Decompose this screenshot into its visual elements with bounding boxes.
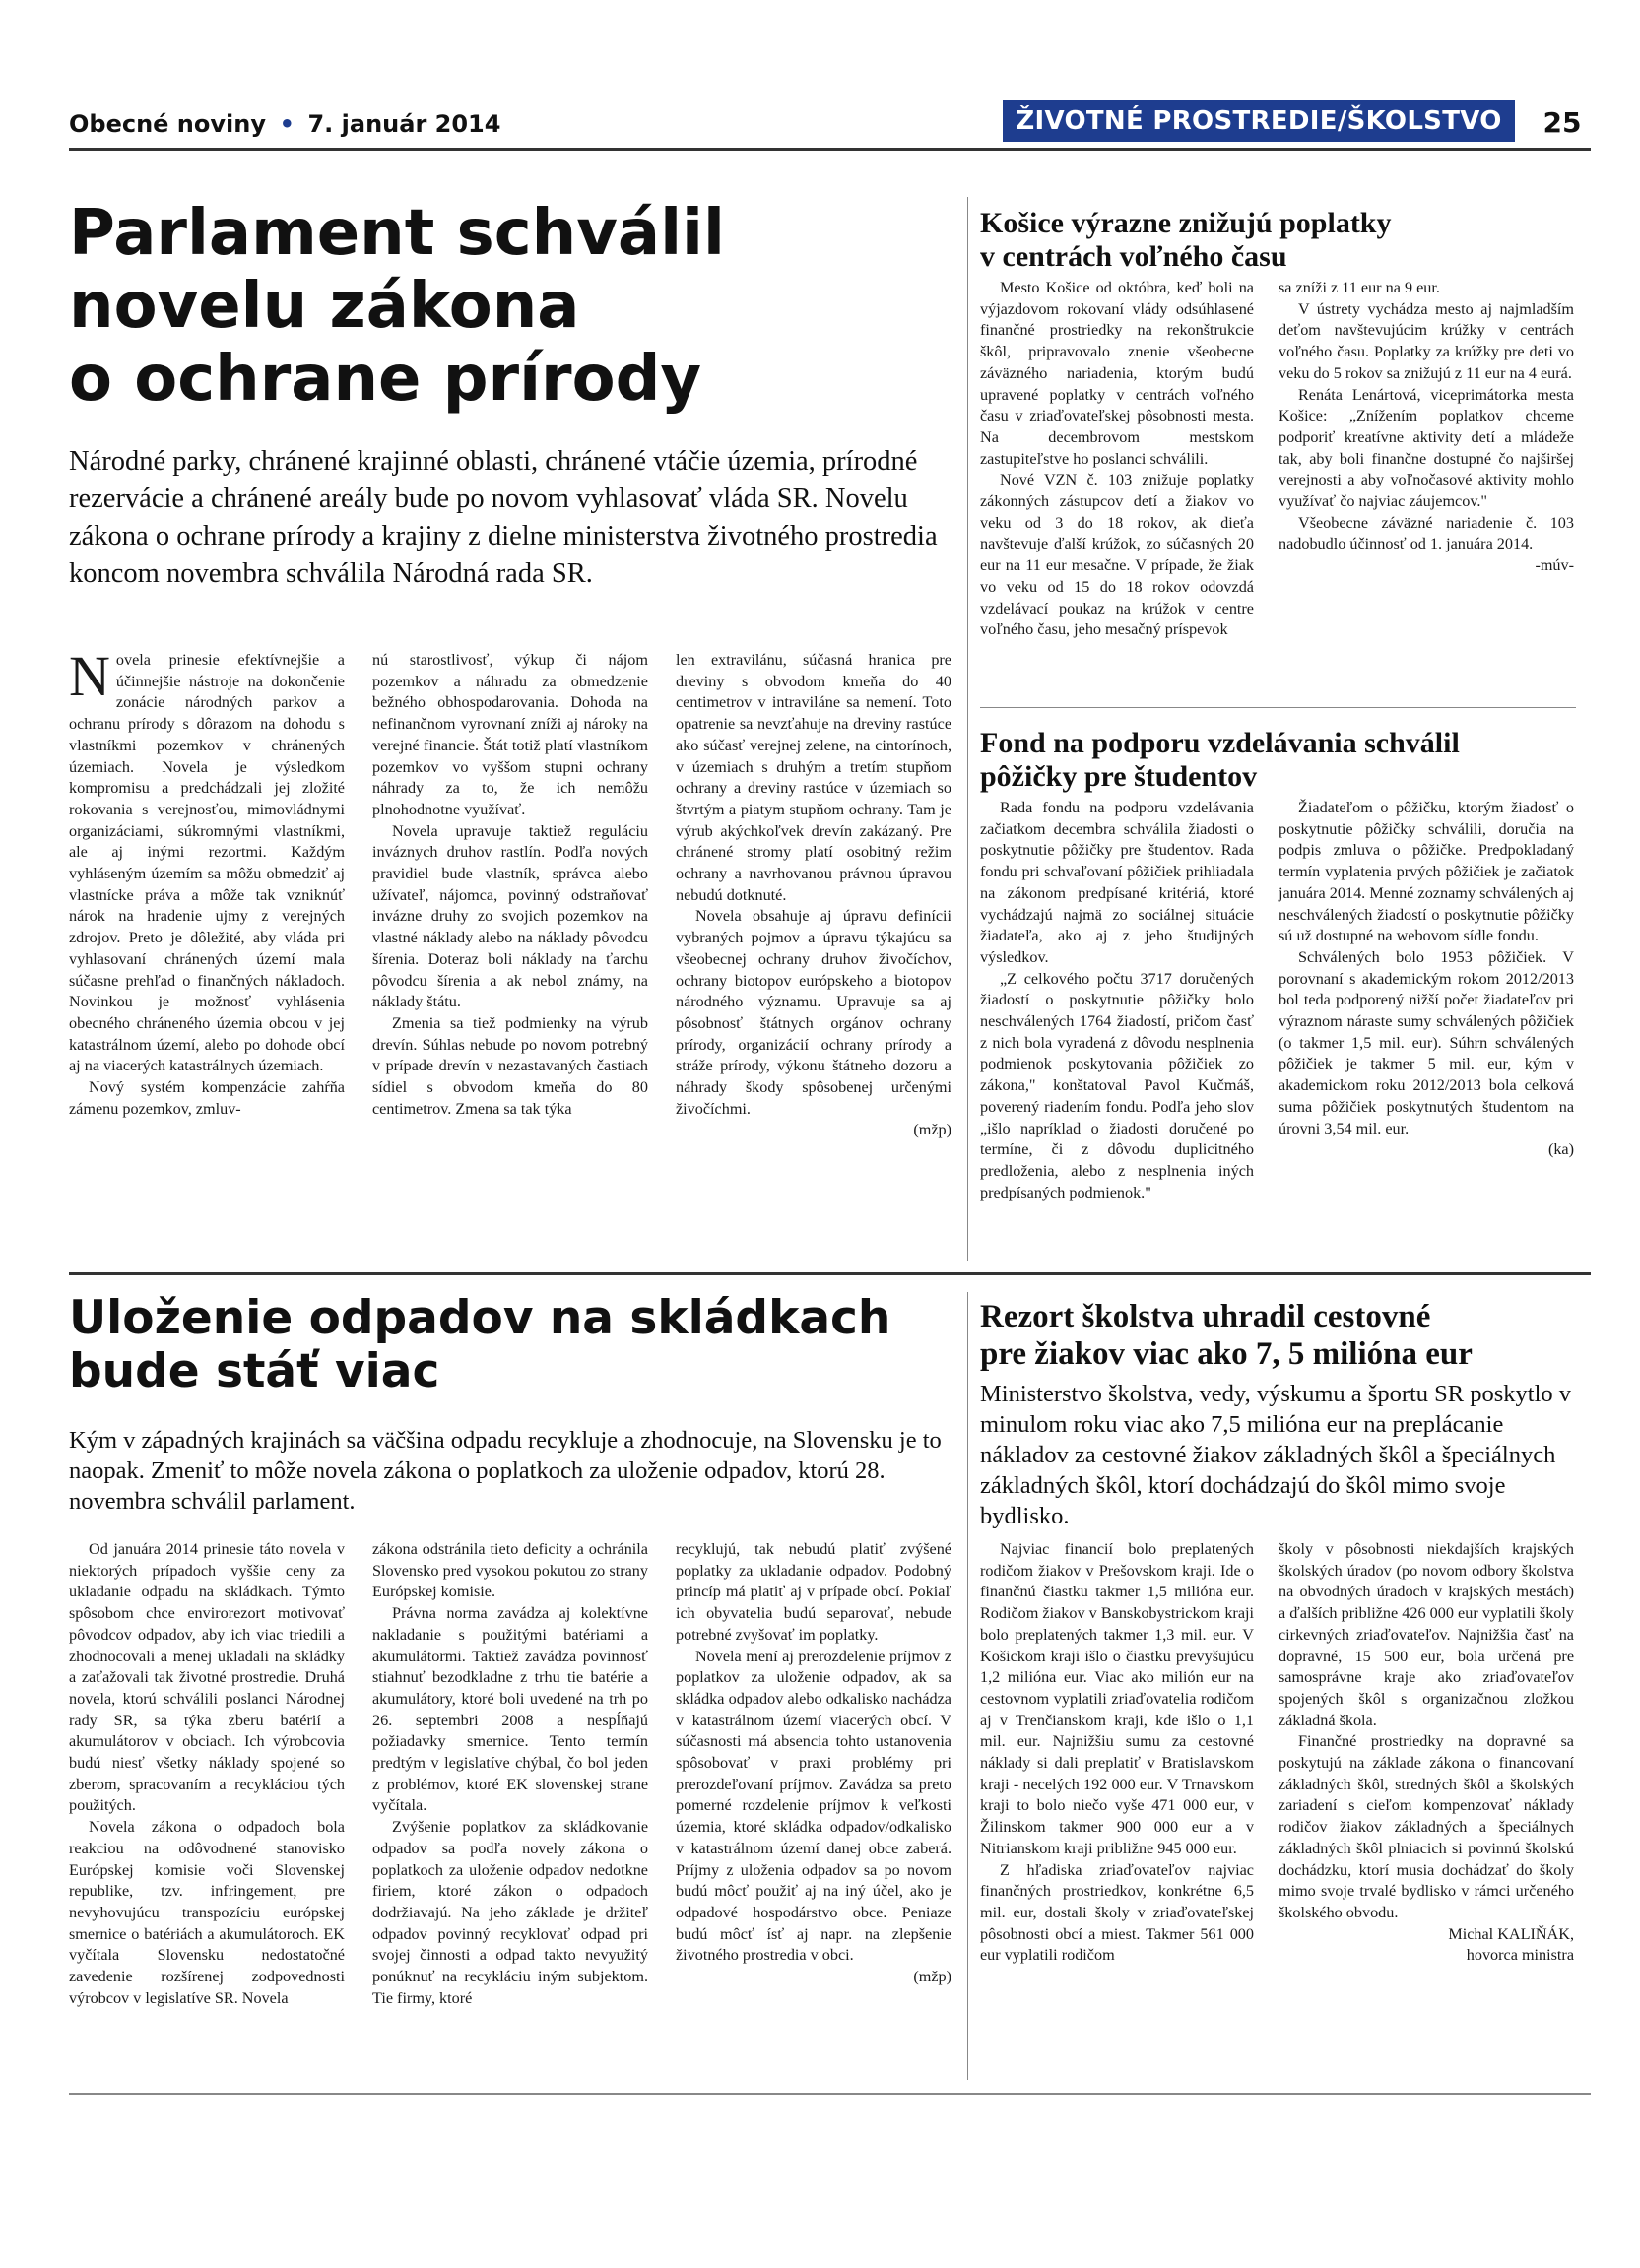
paragraph: Žiadateľom o pôžičku, ktorým žiadosť o poskytnutie pôžičky schválili, doručia na podpis zmluva o pôžičke. Predpokladaný termín vyplatenia prvých pôžičiek je začiatok januára 2014. Menné zoznamy schválených aj neschválených žiadostí o poskytnutie pôžičky sú už dostupné na webovom sídle fondu. (1279, 799, 1574, 945)
article-1-headline (69, 197, 955, 416)
headline-line: Rezort školstva uhradil cestovné (980, 1299, 1431, 1334)
article-3-signature: (ka) (1547, 1140, 1574, 1159)
article-1-col-2 (372, 650, 648, 1120)
drop-cap: N (69, 644, 110, 708)
footer-rule (69, 2093, 1591, 2095)
paragraph: Novela upravuje taktiež reguláciu inváznych druhov rastlín. Podľa nových pravidiel bude vlastník, správca alebo užívateľ, nájomca, povinný odstraňovať invázne druhy zo svojich pozemkov na vlastné náklady alebo na náklady pôvodcu šírenia. Doteraz boli náklady na ťarchu pôvodcu šírenia a ak nebol známy, na náklady štátu. (372, 821, 648, 1011)
article-5-headline (980, 1298, 1581, 1373)
headline-line: Fond na podporu vzdelávania schválil (980, 727, 1460, 759)
paragraph: Zmenia sa tiež podmienky na výrub drevín. Súhlas nebude po novom potrebný v prípade drevín v nezastavaných častiach sídiel s obvodom kmeňa do 80 centimetrov. Zmena sa tak týka (372, 1013, 648, 1118)
headline-line: pôžičky pre študentov (980, 760, 1258, 793)
paragraph: Novela obsahuje aj úpravu definícii vybraných pojmov a úpravu týkajúcu sa všeobecnej ochrany druhov živočíchov, ochrany biotopov európskeho a biotopov národného významu. Upravuje sa aj pôsobnosť štátnych orgánov ochrany prírody, organizácií ochrany prírody a stráže prírody, výkonu štátneho dozoru a náhrady škody spôsobenej určenými živočíchmi. (676, 907, 951, 1118)
headline-line: pre žiakov viac ako 7, 5 milióna eur (980, 1336, 1473, 1372)
article-2-col-1 (980, 278, 1254, 641)
article-2-col-2 (1279, 278, 1574, 577)
paragraph: Od januára 2014 prinesie táto novela v niektorých prípadoch vyššie ceny za ukladanie odpadu na skládkach. Týmto spôsobom chce envirorezort motivovať pôvodcov odpadov, aby ich viac triedili a zhodnocovali a menej ukladali na skládky a zaťažovali tak životné prostredie. Druhá novela, ktorú schválili poslanci Národnej rady SR, sa týka zberu batérií a akumulátorov v obciach. Ich výrobcovia budú niesť všetky náklady spojené so zberom, spracovaním a recykláciou tých použitých. (69, 1540, 345, 1815)
headline-line: bude stáť viac (69, 1344, 440, 1398)
paragraph: Z hľadiska zriaďovateľov najviac finančných prostriedkov, konkrétne 6,5 mil. eur, dostali školy v zriaďovateľskej pôsobnosti obcí a miest. Takmer 561 000 eur vyplatili rodičom (980, 1860, 1254, 1965)
headline-line: o ochrane prírody (69, 343, 702, 416)
article-3-headline (980, 727, 1581, 794)
article-5-col-2 (1279, 1539, 1574, 1967)
paper-name: Obecné noviny (69, 110, 266, 138)
paragraph: Novela mení aj prerozdelenie príjmov z poplatkov za uloženie odpadov, ak sa skládka odpadov alebo odkalisko nachádza v katastrálnom území viacerých obcí. V súčasnosti má absencia tohto ustanovenia spôsobovať v praxi problémy pri prerozdeľovaní príjmov. Zavádza sa preto pomerné rozdelenie príjmov k veľkosti územia, ktoré skládka odpadov/odkalisko v katastrálnom území danej obce zaberá. Príjmy z uloženia odpadov sa po novom budú môcť použiť aj na iný účel, ako je odpadové hospodárstvo obce. Peniaze budú môcť ísť aj napr. na zlepšenie životného prostredia v obci. (676, 1647, 951, 1965)
article-5-col-1 (980, 1539, 1254, 1967)
article-2-bottom-rule (980, 707, 1576, 708)
paragraph: Nový systém kompenzácie zahŕňa zámenu pozemkov, zmluv- (69, 1078, 345, 1118)
paragraph: Nové VZN č. 103 znižuje poplatky zákonných zástupcov detí a žiakov vo veku od 3 do 18 rokov, ak dieťa navštevuje ďalší krúžok, zo súčasných 20 eur na 11 eur mesačne. V prípade, že žiak vo veku od 15 do 18 rokov odovzdá vzdelávací poukaz na krúžok v centre voľného času, jeho mesačný príspevok (980, 471, 1254, 639)
paragraph: Všeobecne záväzné nariadenie č. 103 nadobudlo účinnosť od 1. januára 2014. (1279, 513, 1574, 553)
paragraph: Finančné prostriedky na dopravné sa poskytujú na základe zákona o financovaní základných škôl, stredných škôl a školských zariadení s cieľom kompenzovať náklady rodičov žiakov základných a špeciálnych základných škôl plniacich si povinnú školskú dochádzku, ktorí musia dochádzať do školy mimo svoje trvalé bydlisko v rámci určeného školského obvodu. (1279, 1732, 1574, 1921)
article-1-lead: Národné parky, chránené krajinné oblasti, chránené vtáčie územia, prírodné rezervácie a chránené areály bude po novom vyhlasovať vláda SR. Novelu zákona o ochrane prírody a krajiny z dielne ministerstva životného prostredia koncom novembra schválila Národná rada SR. (69, 446, 938, 589)
paragraph: Novela zákona o odpadoch bola reakciou na odôvodnené stanovisko Európskej komisie voči Slovenskej republike, tzv. infringement, pre nevyhovujúcu transpozíciu európskej smernice o batériách a akumulátoroch. EK vyčítala Slovensku nedostatočné zavedenie rozšírenej zodpovednosti výrobcov v legislatíve SR. Novela (69, 1818, 345, 2007)
article-2-signature: -múv- (1535, 556, 1574, 575)
article-1-col-3 (676, 650, 951, 1141)
column-divider (967, 197, 968, 1261)
headline-line: novelu zákona (69, 270, 580, 343)
paragraph: Schválených bolo 1953 pôžičiek. V porovnaní s akademickým rokom 2012/2013 bol teda podporený nižší počet žiadateľov pri výraznom náraste sumy schválených pôžičiek (o takmer 1,5 mil. eur). Súhrn schválených pôžičiek je takmer 5 mil. eur, kým v akademickom roku 2012/2013 bola celková suma pôžičiek poskytnutých študentom na úrovni 3,54 mil. eur. (1279, 947, 1574, 1137)
paragraph: Najviac financií bolo preplatených rodičom žiakov v Prešovskom kraji. Ide o finančnú čiastku takmer 1,5 milióna eur. Rodičom žiakov v Banskobystrickom kraji bolo preplatených takmer 1,3 mil. eur. V Košickom kraji išlo o čiastku prevyšujúcu 1,2 milióna eur. Viac ako milión eur na cestovnom vyplatili zriaďovatelia rodičom aj v Trenčianskom kraji, kde išlo o 1,1 mil. eur. Najnižšiu sumu za cestovné náklady si dali preplatiť v Bratislavskom kraji - necelých 192 000 eur. V Trnavskom kraji to bolo niečo vyše 471 000 eur, v Žilinskom takmer 900 000 eur a v Nitrianskom kraji približne 945 000 eur. (980, 1540, 1254, 1857)
header-bullet: • (279, 110, 295, 138)
page-number: 25 (1542, 106, 1582, 139)
paragraph: nú starostlivosť, výkup či nájom pozemkov a náhradu za obmedzenie bežného obhospodarovania. Dohoda na nefinančnom vyrovnaní zníži aj nároky na verejné financie. Štát totiž platí vlastníkom pozemkov vo vyššom stupni ochrany náhrady za to, že ich nemôžu plnohodnotne využívať. (372, 651, 648, 818)
article-4-col-2 (372, 1539, 648, 2009)
paragraph: školy v pôsobnosti niekdajších krajských školských úradov (po novom odbory školstva na obvodných úradoch v krajských mestách) a ďalších približne 426 000 eur vyplatili školy cirkevných zriaďovateľov. Najnižšia časť na dopravné, 15 500 eur, bola určená pre samosprávne kraje ako zriaďovateľov spojených škôl s organizačnou zložkou základná škola. (1279, 1540, 1574, 1729)
section-band (1003, 100, 1515, 142)
paragraph: len extravilánu, súčasná hranica pre dreviny s obvodom kmeňa do 40 centimetrov v intraviláne sa nemení. Toto opatrenie sa nevzťahuje na dreviny rastúce ako súčasť verejnej zelene, na cintorínoch, v územiach s druhým a tretím stupňom ochrany a dreviny rastúce v územiach so štvrtým a piatym stupňom ochrany. Tam je výrub akýchkoľvek drevín zakázaný. Pre chránené stromy platí osobitný režim ochrany a navrhovanou právnou úpravou nebudú dotknuté. (676, 651, 951, 904)
headline-line: Parlament schválil (69, 197, 725, 270)
article-4-signature: (mžp) (913, 1968, 951, 1986)
article-4-lead: Kým v západných krajinách sa väčšina odpadu recykluje a zhodnocuje, na Slovensku je to naopak. Zmeniť to môže novela zákona o poplatkoch za uloženie odpadov, ktorú 28. novembra schválil parlament. (69, 1427, 942, 1515)
article-4-col-1 (69, 1539, 345, 2009)
mid-page-rule (69, 1272, 1591, 1275)
paragraph: sa zníži z 11 eur na 9 eur. (1279, 279, 1440, 296)
paragraph: Renáta Lenártová, viceprimátorka mesta Košice: „Znížením poplatkov chceme podporiť kreatívne aktivity detí a mládeže tak, aby boli finančne dostupné čo najširšej verejnosti a aby voľnočasové aktivity mohlo využívať čo najviac záujemcov." (1279, 385, 1574, 511)
paragraph: „Z celkového počtu 3717 doručených žiadostí o poskytnutie pôžičky bolo neschválených 1764 žiadostí, pričom časť z nich bola vyradená z dôvodu nesplnenia podmienok poskytovania pôžičiek zo zákona," konštatoval Pavol Kučmáš, poverený riadením fondu. Podľa jeho slov „išlo napríklad o žiadosti doručené po termíne, či z dôvodu duplicitného predloženia, alebo z nesplnenia iných predpísaných podmienok." (980, 969, 1254, 1201)
issue-date: 7. január 2014 (307, 110, 501, 138)
column-divider (967, 1292, 968, 2080)
article-4-headline (69, 1292, 960, 1398)
paragraph: Rada fondu na podporu vzdelávania začiatkom decembra schválila žiadosti o poskytnutie pôžičky pre študentov. Rada fondu pri schvaľovaní pôžičiek prihliadala na zákonom predpísané kritériá, ktoré vychádzajú najmä zo sociálnej situácie žiadateľa, ako aj z jeho študijných výsledkov. (980, 799, 1254, 966)
article-4-col-3 (676, 1539, 951, 1988)
paragraph: Mesto Košice od októbra, keď boli na výjazdovom rokovaní vlády odsúhlasené finančné prostriedky na rekonštrukcie škôl, pripravovalo znenie všeobecne záväzného nariadenia, ktorým budú upravené poplatky v centrách voľného času v zriaďovateľskej pôsobnosti mesta. Na decembrovom mestskom zastupiteľstve ho poslanci schválili. (980, 279, 1254, 468)
paragraph: V ústrety vychádza mesto aj najmladším deťom navštevujúcim krúžky v centrách voľného času. Poplatky za krúžky pre deti vo veku do 5 rokov sa znižujú z 11 eur na 4 eurá. (1279, 299, 1574, 382)
headline-line: v centrách voľného času (980, 240, 1287, 273)
article-3-col-2 (1279, 798, 1574, 1161)
article-5-lead: Ministerstvo školstva, vedy, výskumu a športu SR poskytlo v minulom roku viac ako 7,5 milióna eur na preplácanie nákladov za cestovné žiakov základných škôl a špeciálnych základných škôl, ktorí dochádzajú do škôl mimo svoje bydlisko. (980, 1381, 1572, 1529)
paragraph: Právna norma zavádza aj kolektívne nakladanie s použitými batériami a akumulátormi. Taktiež zavádza povinnosť stiahnuť bezodkladne z trhu tie batérie a akumulátory, ktoré boli uvedené na trh po 26. septembri 2008 a nespĺňajú požiadavky smernice. Tento termín predtým v legislatíve chýbal, čo bol jeden z problémov, ktoré EK slovenskej strane vyčítala. (372, 1604, 648, 1815)
article-1-signature: (mžp) (913, 1121, 951, 1139)
headline-line: Uloženie odpadov na skládkach (69, 1291, 891, 1345)
paragraph: Novela prinesie efektívnejšie a účinnejšie nástroje na dokončenie zonácie národných parkov a ochranu prírody s dôrazom na dohodu s vlastníkmi pozemkov v chránených územiach. Novela je výsledkom kompromisu a predchádzali jej zložité rokovania s verejnosťou, mimovládnymi organizáciami, súkromnými vlastníkmi, ale aj inými rezortmi. Každým vyhláseným územím sa môžu obmedziť aj vlastnícke práva a môže tak vzniknúť nárok na hradenie ujmy z verejných zdrojov. Preto je dôležité, aby vláda pri vyhlasovaní chránených území mala súčasne prehľad o finančných nákladoch. Novinkou je možnosť vyhlásenia obecného chráneného územia obcou v jej katastrálnom území, alebo po dohode obcí aj na viacerých katastrálnych územiach. (69, 644, 345, 1075)
article-5-signature-name: Michal KALIŇÁK, (1448, 1924, 1574, 1943)
headline-line: Košice výrazne znižujú poplatky (980, 207, 1392, 239)
article-1-col-1 (69, 644, 345, 1120)
paragraph: Zvýšenie poplatkov za skládkovanie odpadov sa podľa novely zákona o poplatkoch za uloženie odpadov nedotkne firiem, ktoré zákon o odpadoch dodržiavajú. Na jeho základe je držiteľ odpadov povinný recyklovať odpad pri svojej činnosti a odpad takto nevyužitý ponúknuť na recykláciu iným subjektom. Tie firmy, ktoré (372, 1818, 648, 2007)
paragraph: zákona odstránila tieto deficity a ochránila Slovensko pred vysokou pokutou zo strany Európskej komisie. (372, 1540, 648, 1601)
article-2-headline (980, 207, 1581, 274)
article-5-signature-role: hovorca ministra (1466, 1946, 1574, 1965)
header-rule (69, 148, 1591, 151)
article-3-col-1 (980, 798, 1254, 1203)
section-title: ŽIVOTNÉ PROSTREDIE/ŠKOLSTVO (1016, 106, 1502, 136)
paragraph: recyklujú, tak nebudú platiť zvýšené poplatky za ukladanie odpadov. Podobný princíp má platiť aj v prípade obcí. Pokiaľ ich obyvatelia budú separovať, nebude potrebné zvyšovať im poplatky. (676, 1540, 951, 1644)
